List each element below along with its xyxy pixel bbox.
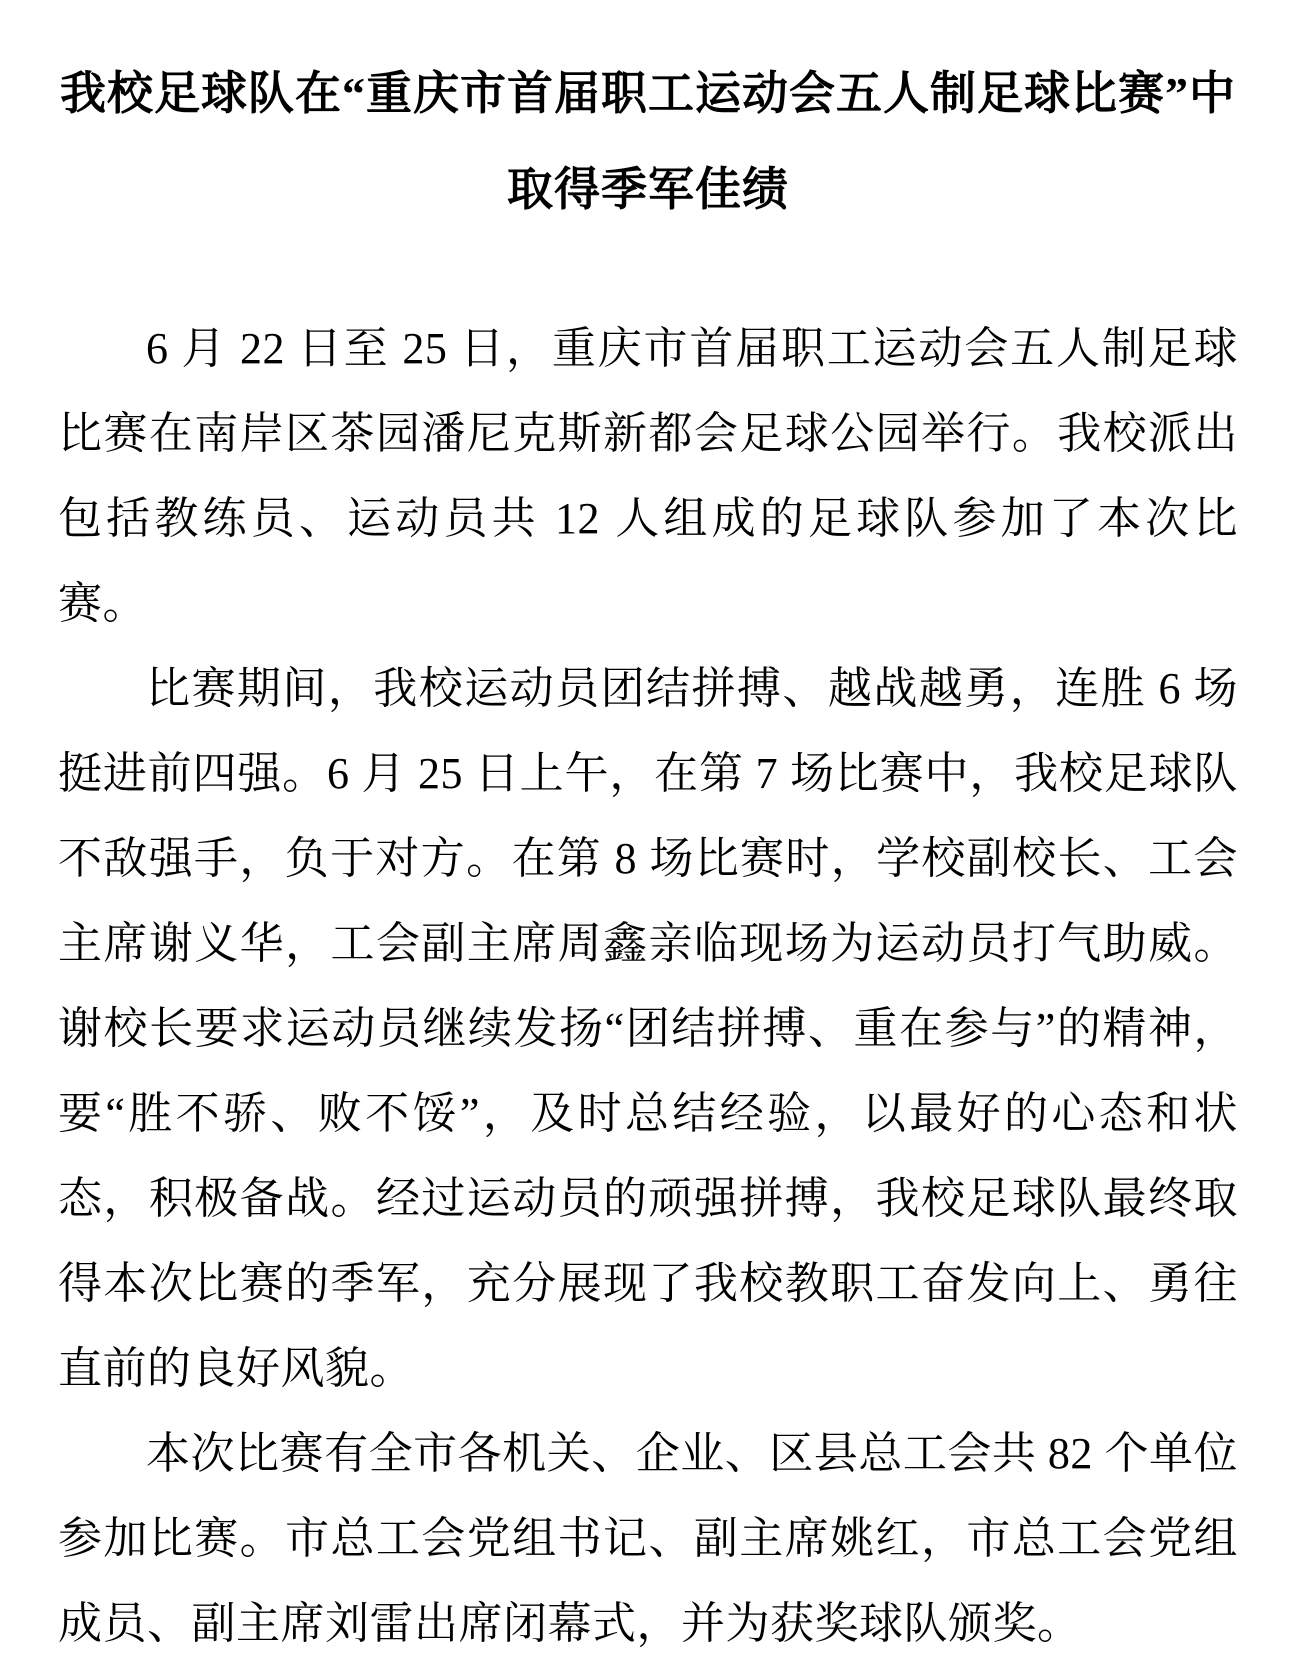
document-title — [58, 46, 1238, 238]
paragraph-3: 本次比赛有全市各机关、企业、区县总工会共 82 个单位参加比赛。市总工会党组书记、副主席姚红，市总工会党组成员、副主席刘雷出席闭幕式，并为获奖球队颁奖。 — [58, 1429, 1238, 1648]
document-title-line-1: 我校足球队在“重庆市首届职工运动会五人制足球比赛”中 — [60, 68, 1236, 119]
document-body — [58, 306, 1238, 1666]
paragraph-2: 比赛期间，我校运动员团结拼搏、越战越勇，连胜 6 场挺进前四强。6 月 25 日上午，在第 7 场比赛中，我校足球队不敌强手，负于对方。在第 8 场比赛时，学校副校长、工会主席谢义华，工会副主席周鑫亲临现场为运动员打气助威。谢校长要求运动员继续发扬“团结拼搏、重在参与”的精神，要“胜不骄、败不馁”，及时总结经验，以最好的心态和状态，积极备战。经过运动员的顽强拼搏，我校足球队最终取得本次比赛的季军，充分展现了我校教职工奋发向上、勇往直前的良好风貌。 — [58, 664, 1238, 1393]
paragraph-1: 6 月 22 日至 25 日，重庆市首届职工运动会五人制足球比赛在南岸区茶园潘尼克斯新都会足球公园举行。我校派出包括教练员、运动员共 12 人组成的足球队参加了本次比赛。 — [58, 324, 1238, 628]
document-title-line-2: 取得季军佳绩 — [507, 164, 789, 215]
